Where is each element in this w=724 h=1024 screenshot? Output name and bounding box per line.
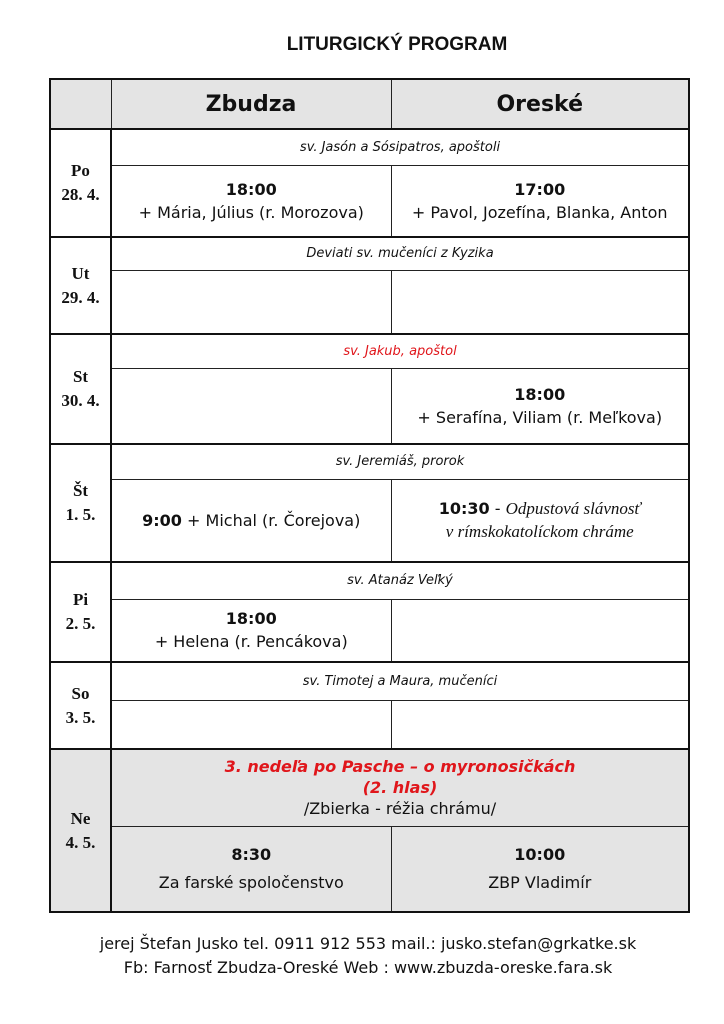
feast-cell: sv. Jeremiáš, prorok — [111, 444, 689, 479]
header-row — [50, 79, 689, 129]
mass-oreske — [391, 270, 689, 334]
feast-cell: 3. nedeľa po Pasche – o myronosičkách (2. hlas) /Zbierka - réžia chrámu/ — [111, 749, 689, 826]
column-zbudza: Zbudza — [111, 79, 391, 129]
day-cell: Po 28. 4. — [50, 129, 111, 237]
column-oreske: Oreské — [391, 79, 689, 129]
mass-zbudza — [111, 700, 391, 749]
day-cell: So 3. 5. — [50, 662, 111, 749]
feast-cell: sv. Jasón a Sósipatros, apoštoli — [111, 129, 689, 165]
page-title: LITURGICKÝ PROGRAM — [286, 34, 508, 55]
mass-oreske: 17:00 + Pavol, Jozefína, Blanka, Anton — [391, 165, 689, 237]
mass-zbudza: 18:00 + Mária, Július (r. Morozova) — [111, 165, 391, 237]
day-cell: Št 1. 5. — [50, 444, 111, 562]
feast-cell: sv. Atanáz Veľký — [111, 562, 689, 599]
feast-cell: sv. Timotej a Maura, mučeníci — [111, 662, 689, 700]
mass-oreske: 18:00 + Serafína, Viliam (r. Meľkova) — [391, 368, 689, 444]
schedule-table — [49, 78, 690, 913]
mass-zbudza: 8:30 Za farské spoločenstvo — [111, 826, 391, 912]
mass-zbudza: 18:00 + Helena (r. Pencákova) — [111, 599, 391, 662]
mass-zbudza — [111, 270, 391, 334]
mass-oreske — [391, 700, 689, 749]
mass-oreske: 10:00 ZBP Vladimír — [391, 826, 689, 912]
day-cell: Ut 29. 4. — [50, 237, 111, 334]
collection-note: /Zbierka - réžia chrámu/ — [303, 799, 497, 819]
feast-cell: Deviati sv. mučeníci z Kyzika — [111, 237, 689, 270]
contact-footer — [0, 932, 724, 980]
feast-cell: sv. Jakub, apoštol — [111, 334, 689, 368]
contact-line: jerej Štefan Jusko tel. 0911 912 553 mail.: jusko.stefan@grkatke.sk — [99, 934, 637, 953]
mass-zbudza: 9:00 + Michal (r. Čorejova) — [111, 479, 391, 562]
mass-oreske: 10:30 - Odpustová slávnosť v rímskokatolíckom chráme — [391, 479, 689, 562]
corner-cell — [50, 79, 111, 129]
web-line: Fb: Farnosť Zbudza-Oreské Web : www.zbuzda-oreske.fara.sk — [123, 958, 613, 977]
mass-oreske — [391, 599, 689, 662]
day-cell: St 30. 4. — [50, 334, 111, 444]
day-cell: Pi 2. 5. — [50, 562, 111, 662]
day-cell: Ne 4. 5. — [50, 749, 111, 912]
mass-zbudza — [111, 368, 391, 444]
